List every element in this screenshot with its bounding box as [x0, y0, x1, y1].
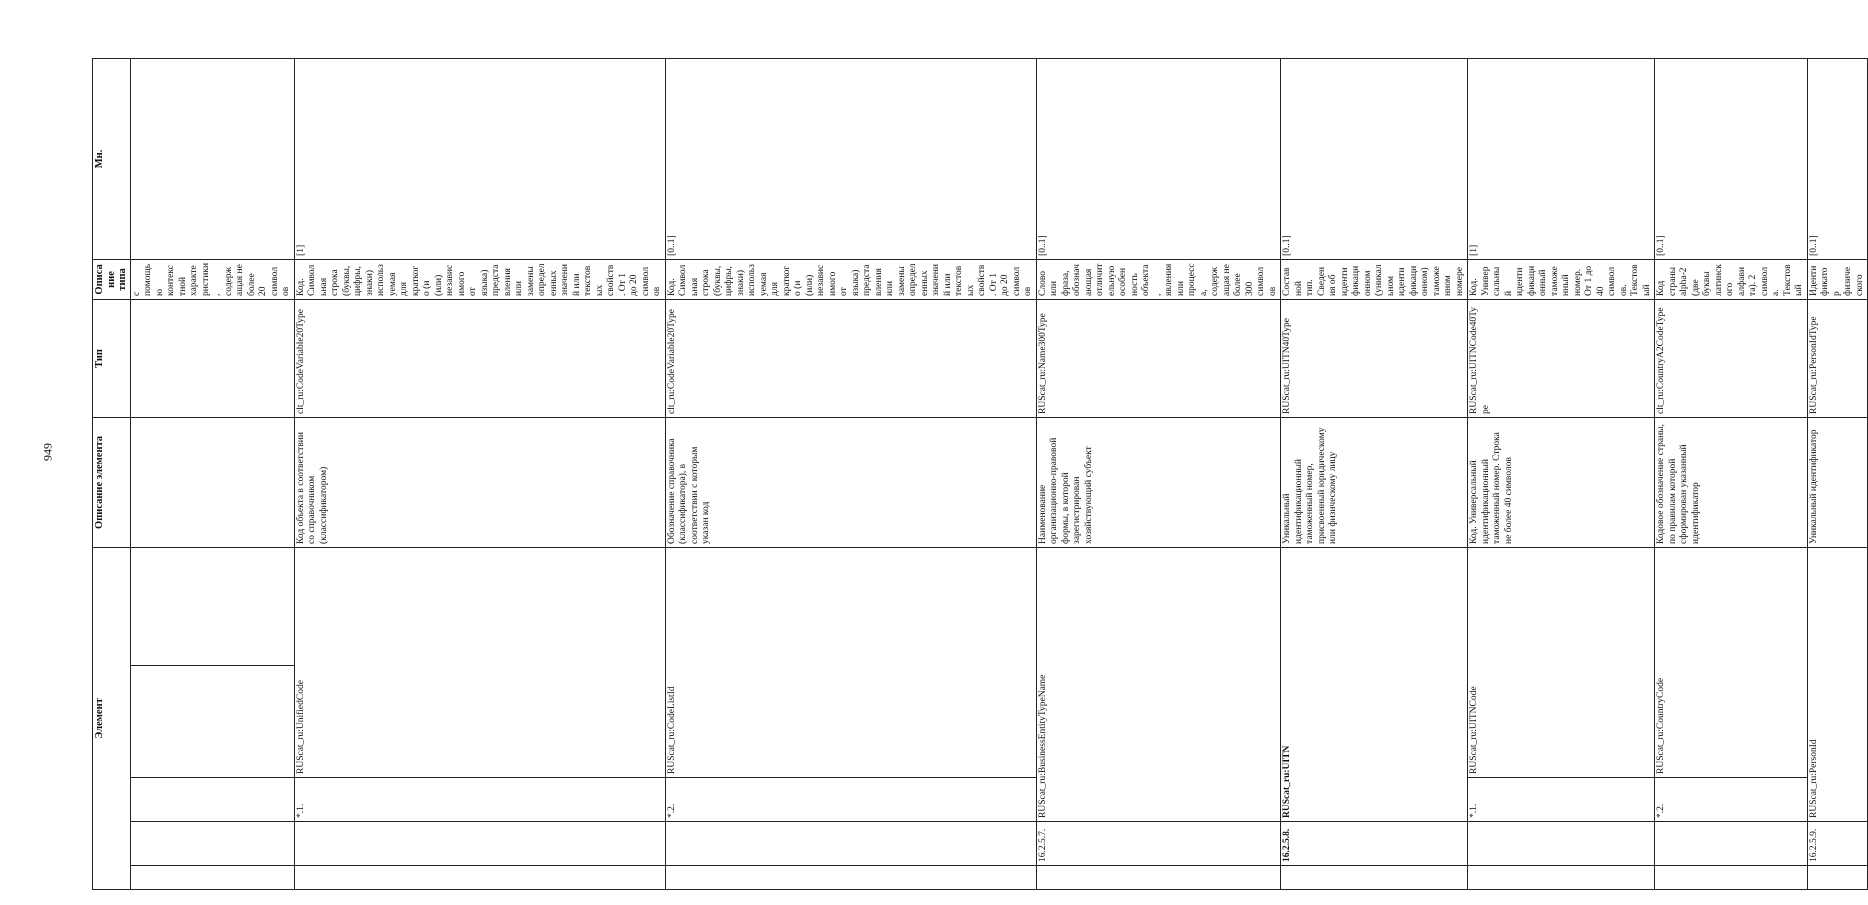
element-description: Кодовое обозначение страны, по правилам которой сформирован указанный идентификатор [1655, 417, 1808, 547]
header-type: Тип [93, 299, 131, 417]
row-number: *.1. [1468, 778, 1655, 822]
row-number: 16.2.5.9. [1807, 822, 1868, 866]
indent-cell [294, 866, 665, 890]
header-element: Элемент [93, 547, 131, 889]
indent-cell [1036, 866, 1281, 890]
rotated-table-container [92, 58, 1865, 890]
element-name: RUScat_ru:UnifiedCode [294, 547, 665, 777]
type-description: Составной тип. Сведения об идентификационном (уникальном идентификационном) таможенном номере [1281, 259, 1468, 299]
indent-cell [1655, 866, 1808, 890]
indent-cell [130, 866, 294, 890]
row-number: *.2. [665, 778, 1036, 822]
element-name: RUScat_ru:UITN [1281, 547, 1468, 821]
row-number: 16.2.5.7. [1036, 822, 1281, 866]
element-type: clt_ru:CountryA2CodeType [1655, 299, 1808, 417]
element-description: Код объекта в соответствии со справочником (классификатором) [294, 417, 665, 547]
type-description: Код страны alpha-2 (две буквы латинского алфавита). 2 символа. Текстовый [1655, 259, 1808, 299]
indent-cell [130, 778, 294, 822]
row-number: *.2. [1655, 778, 1808, 822]
continuation-type-desc: с помощью контекстной характеристики, содержащая не более 20 символов [130, 259, 294, 299]
multiplicity: [1] [294, 59, 665, 260]
page-number: 949 [40, 443, 55, 461]
indent-cell [1807, 866, 1868, 890]
indent-cell [1655, 822, 1808, 866]
cell [130, 59, 294, 260]
indent-cell [294, 822, 665, 866]
spec-table [92, 58, 1868, 890]
cell [130, 547, 294, 665]
row-number: *.1. [294, 778, 665, 822]
element-description: Уникальный идентификационный таможенный номер, присвоенный юридическому или физическому лицу [1281, 417, 1468, 547]
element-type: clt_ru:CodeVariable20Type [294, 299, 665, 417]
multiplicity: [0..1] [1036, 59, 1281, 260]
type-description: Слово или фраза, обозначающая отличительную особенность объекта, явления или процесса, содержащая не более 300 символов [1036, 259, 1281, 299]
cell [130, 299, 294, 417]
element-name: RUScat_ru:UITNCode [1468, 547, 1655, 777]
type-description: Идентификатор физического [1807, 259, 1868, 299]
indent-cell [1468, 822, 1655, 866]
element-type: clt_ru:CodeVariable20Type [665, 299, 1036, 417]
table-row [665, 59, 1036, 890]
element-name: RUScat_ru:PersonId [1807, 547, 1868, 821]
multiplicity: [1] [1468, 59, 1655, 260]
indent-cell [130, 822, 294, 866]
element-type: RUScat_ru:Name300Type [1036, 299, 1281, 417]
element-name: RUScat_ru:BusinessEntityTypeName [1036, 547, 1281, 821]
element-name: RUScat_ru:CountryCode [1655, 547, 1808, 777]
row-number: 16.2.5.8. [1281, 822, 1468, 866]
element-description: Уникальный идентификатор [1807, 417, 1868, 547]
multiplicity: [0..1] [1655, 59, 1808, 260]
header-type-desc: Описание типа [93, 259, 131, 299]
indent-cell [1468, 866, 1655, 890]
header-mult: Мн. [93, 59, 131, 260]
element-type: RUScat_ru:UITNCode40Type [1468, 299, 1655, 417]
element-name: RUScat_ru:CodeListId [665, 547, 1036, 777]
multiplicity: [0..1] [665, 59, 1036, 260]
header-element-desc: Описание элемента [93, 417, 131, 547]
cell [130, 417, 294, 547]
indent-cell [665, 866, 1036, 890]
table-row [1807, 59, 1868, 890]
table-row [1468, 59, 1655, 890]
type-description: Код. Символьная строка (буквы, цифры, знаки) используемая для краткого (и (или) независимого от языка) представления или замены определенных значений или текстовых свойств. От 1 до 20 символов [294, 259, 665, 299]
element-description: Код. Универсальный идентификационный таможенный номер. Строка не более 40 символов [1468, 417, 1655, 547]
table-row [1655, 59, 1808, 890]
multiplicity: [0..1] [1281, 59, 1468, 260]
indent-cell [665, 822, 1036, 866]
element-description: Наименование организационно-правовой формы, в которой зарегистрирован хозяйствующий субъект [1036, 417, 1281, 547]
table-row [1036, 59, 1281, 890]
indent-cell [1281, 866, 1468, 890]
type-description: Код. Универсальный идентификационный таможенный номер. От 1 до 40 символов. Текстовый [1468, 259, 1655, 299]
indent-cell [130, 666, 294, 778]
table-row [294, 59, 665, 890]
table-header-row [93, 59, 131, 890]
multiplicity: [0..1] [1807, 59, 1868, 260]
element-type: RUScat_ru:UITN40Type [1281, 299, 1468, 417]
element-description: Обозначение справочника (классификатора), в соответствии с которым указан код [665, 417, 1036, 547]
continuation-row [130, 59, 294, 890]
type-description: Код. Символьная строка (буквы, цифры, знаки) используемая для краткого (и (или) независимого от языка) представления или замены определенных значений или текстовых свойств. От 1 до 20 символов [665, 259, 1036, 299]
table-row [1281, 59, 1468, 890]
element-type: RUScat_ru:PersonIdType [1807, 299, 1868, 417]
